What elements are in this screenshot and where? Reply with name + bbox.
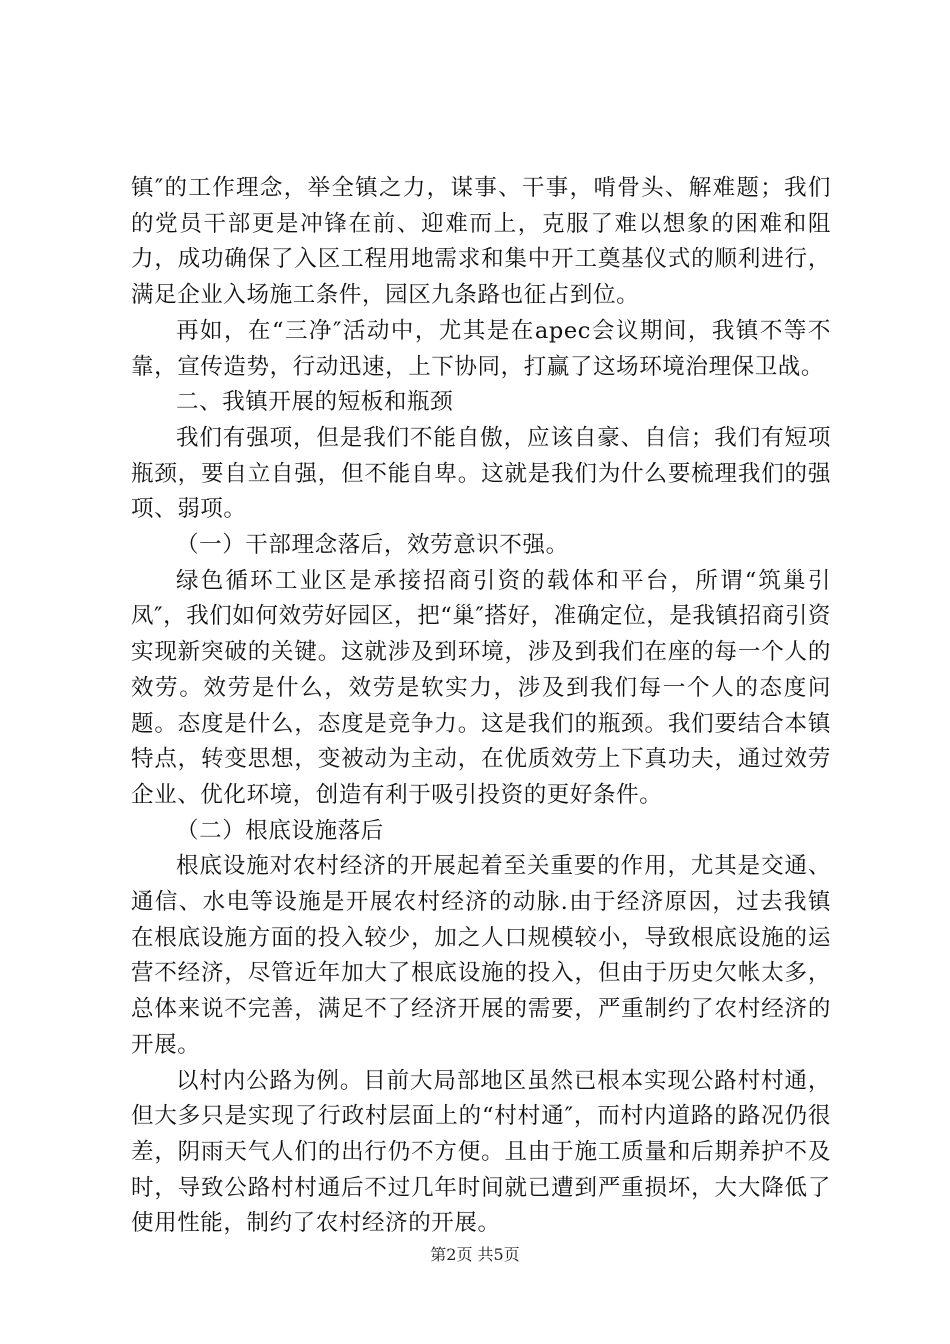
- paragraph-continuation: 镇″的工作理念，举全镇之力，谋事、干事，啃骨头、解难题；我们的党员干部更是冲锋在前、迎难而上，克服了难以想象的困难和阻力，成功确保了入区工程用地需求和集中开工奠基仪式的顺利进行，满足企业入场施工条件，园区九条路也征占到位。: [131, 175, 831, 309]
- document-body: [131, 171, 831, 1242]
- subheading-infrastructure: （二）根底设施落后: [176, 817, 384, 844]
- page-number-footer: 第2页 共5页: [430, 1245, 520, 1264]
- section-heading-weaknesses: 二、我镇开展的短板和瓶颈: [176, 389, 454, 416]
- subheading-cadre-concept: （一）干部理念落后，效劳意识不强。: [176, 532, 569, 559]
- paragraph-three-clean-campaign: 再如，在“三净″活动中，尤其是在apec会议期间，我镇不等不靠，宣传造势，行动迅速，上下协同，打赢了这场环境治理保卫战。: [131, 317, 831, 380]
- paragraph-village-roads: 以村内公路为例。目前大局部地区虽然已根本实现公路村村通，但大多只是实现了行政村层面上的“村村通″，而村内道路的路况仍很差，阴雨天气人们的出行仍不方便。且由于施工质量和后期养护不及时，导致公路村村通后不过几年时间就已遭到严重损坏，大大降低了使用性能，制约了农村经济的开展。: [131, 1067, 831, 1237]
- paragraph-industrial-zone: 绿色循环工业区是承接招商引资的载体和平台，所谓“筑巢引凤″，我们如何效劳好园区，把“巢″搭好，准确定位，是我镇招商引资实现新突破的关键。这就涉及到环境，涉及到我们在座的每一个人的效劳。效劳是什么，效劳是软实力，涉及到我们每一个人的态度问题。态度是什么，态度是竞争力。这是我们的瓶颈。我们要结合本镇特点，转变思想，变被动为主动，在优质效劳上下真功夫，通过效劳企业、优化环境，创造有利于吸引投资的更好条件。: [131, 567, 832, 808]
- paragraph-infrastructure: 根底设施对农村经济的开展起着至关重要的作用，尤其是交通、通信、水电等设施是开展农村经济的动脉.由于经济原因，过去我镇在根底设施方面的投入较少，加之人口规模较小，导致根底设施的运营不经济，尽管近年加大了根底设施的投入，但由于历史欠帐太多，总体来说不完善，满足不了经济开展的需要，严重制约了农村经济的开展。: [131, 853, 831, 1058]
- paragraph-strengths-weaknesses: 我们有强项，但是我们不能自傲，应该自豪、自信；我们有短项瓶颈，要自立自强，但不能自卑。这就是我们为什么要梳理我们的强项、弱项。: [131, 424, 831, 523]
